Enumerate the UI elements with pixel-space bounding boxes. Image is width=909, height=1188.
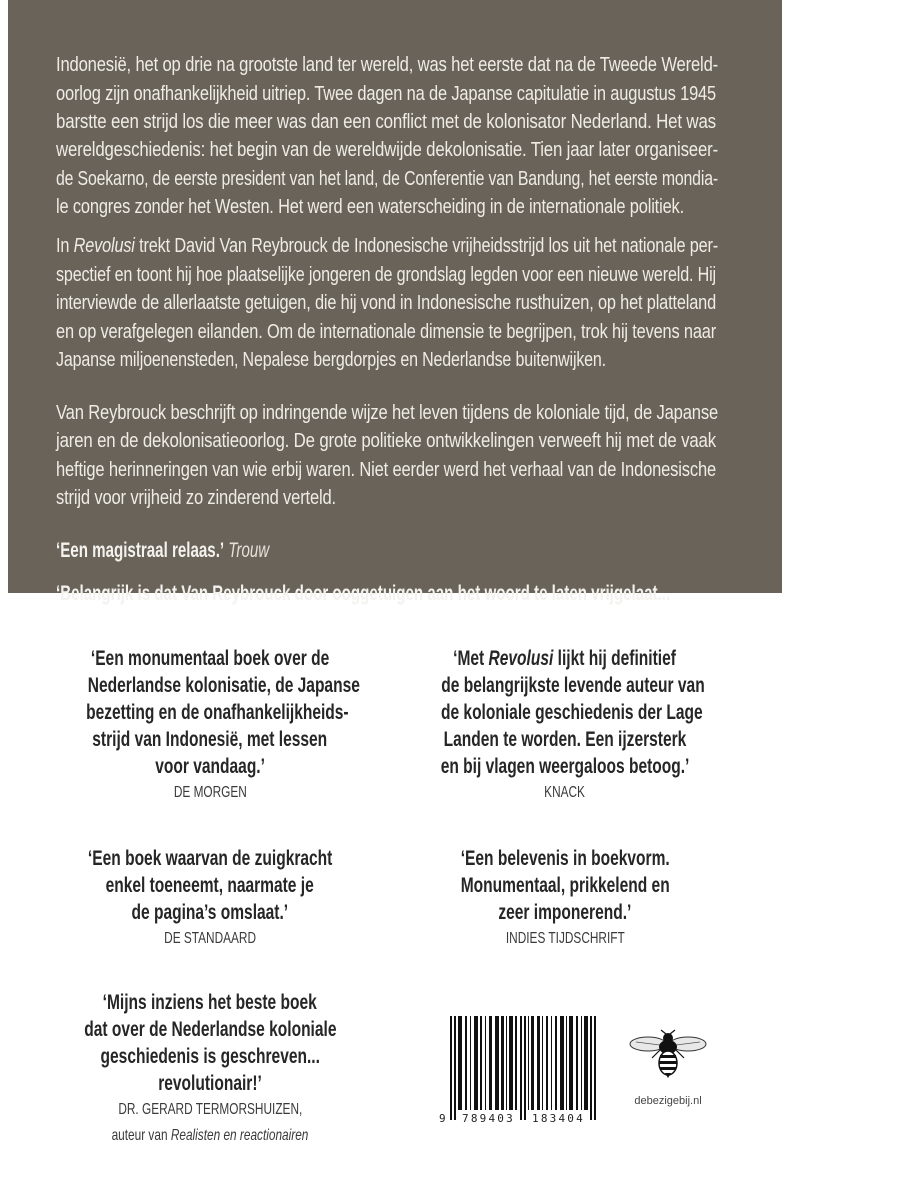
quote-source: DR. GERARD TERMORSHUIZEN, xyxy=(118,1101,302,1118)
blurb-p3-line: heftige herinneringen van wie erbij waren. Niet eerder werd het verhaal van de Indonesische xyxy=(56,459,717,481)
quote-line: ‘Een belevenis in boekvorm. xyxy=(460,847,670,870)
quote-line: ‘Een boek waarvan de zuigkracht xyxy=(87,847,333,870)
barcode-icon xyxy=(438,1012,610,1124)
blurb-p2-line: interviewde de allerlaatste getuigen, die hij vond in Indonesische rusthuizen, op het platteland xyxy=(56,292,716,314)
blurb-p1-line: de Soekarno, de eerste president van het land, de Conferentie van Bandung, het eerste mondia- xyxy=(56,168,718,190)
quote-source: DE MORGEN xyxy=(173,784,247,801)
quote-line: ‘Mijns inziens het beste boek xyxy=(102,991,318,1014)
blurb-p2-line: Japanse miljoenensteden, Nepalese bergdorpjes en Nederlandse buitenwijken. xyxy=(56,349,606,371)
publisher-logo xyxy=(624,1030,712,1107)
book-title-revolusi: Revolusi xyxy=(489,647,554,670)
blurb-p1-line: wereldgeschiedenis: het begin van de wereldwijde dekolonisatie. Tien jaar later organiseer- xyxy=(56,139,719,161)
review-quote-de-standaard xyxy=(40,845,380,952)
review-quote-termorshuizen xyxy=(40,989,380,1149)
pull-quote-source: Trouw xyxy=(228,539,270,562)
quote-source-sub: auteur van Realisten en reactionairen xyxy=(111,1127,309,1144)
quote-source: INDIES TIJDSCHRIFT xyxy=(505,930,625,947)
quote-line: ‘Een monumentaal boek over de xyxy=(90,647,330,670)
blurb-p3-line: Van Reybrouck beschrijft op indringende wijze het leven tijdens de koloniale tijd, de Japanse xyxy=(56,402,719,424)
book-title-revolusi: Revolusi xyxy=(73,235,135,257)
review-quote-knack xyxy=(395,645,735,806)
isbn-barcode xyxy=(438,1012,610,1124)
svg-text:9: 9 xyxy=(439,1112,446,1125)
quote-source: DE STANDAARD xyxy=(164,930,256,947)
publisher-url: debezigebij.nl xyxy=(634,1095,702,1107)
quote-line: geschiedenis is geschreven... xyxy=(100,1045,320,1068)
review-quote-de-morgen xyxy=(40,645,380,806)
quote-line: voor vandaag.’ xyxy=(155,755,265,778)
blurb-p3-line: jaren en de dekolonisatieoorlog. De grote politieke ontwikkelingen verweeft hij met de vaak xyxy=(56,430,716,452)
quote-line: de belangrijkste levende auteur van xyxy=(441,674,705,697)
quote-line: revolutionair!’ xyxy=(158,1072,262,1095)
quote-line: enkel toeneemt, naarmate je xyxy=(105,874,315,897)
quote-source: KNACK xyxy=(544,784,586,801)
pull-quote-text: ‘Een magistraal relaas.’ xyxy=(56,539,225,562)
quote-line: dat over de Nederlandse koloniale xyxy=(84,1018,337,1041)
blurb-p1-line: oorlog zijn onafhankelijkheid uitriep. Twee dagen na de Japanse capitulatie in augustus 1945 xyxy=(56,83,717,105)
blurb-p2-line: spectief en toont hij hoe plaatselijke jongeren de grondslag legden voor een nieuwe wereld. Hij xyxy=(56,264,716,286)
blurb-p1-line: le congres zonder het Westen. Het werd een waterscheiding in de internationale politiek. xyxy=(56,196,684,218)
blurb-p3-line: strijd voor vrijheid zo zinderend verteld. xyxy=(56,487,336,509)
quote-line: de pagina’s omslaat.’ xyxy=(131,901,289,924)
quote-line: de koloniale geschiedenis der Lage xyxy=(440,701,703,724)
pull-quote-trouw xyxy=(56,537,352,565)
svg-text:789403: 789403 xyxy=(462,1112,515,1125)
blurb-p1-line: barstte een strijd los die meer was dan een conflict met de kolonisator Nederland. Het was xyxy=(56,111,716,133)
blurb-p2-line: en op verafgelegen eilanden. Om de internationale dimensie te begrijpen, trok hij tevens naar xyxy=(56,321,717,343)
cutoff-quote: ‘Belangrijk is dat Van Reybrouck door ooggetuigen aan het woord te laten vrijgelaat... xyxy=(56,582,671,605)
quote-line: Landen te worden. Een ijzersterk xyxy=(443,728,687,751)
bee-icon xyxy=(624,1030,712,1078)
quote-line: Nederlandse kolonisatie, de Japanse xyxy=(87,674,360,697)
quote-line: bezetting en de onafhankelijkheids- xyxy=(86,701,349,724)
book-title-realisten: Realisten en reactionairen xyxy=(170,1127,309,1144)
quote-line: ‘Met Revolusi lijkt hij definitief xyxy=(453,647,677,670)
quote-line: Monumentaal, prikkelend en xyxy=(460,874,670,897)
blurb-p1-line: Indonesië, het op drie na grootste land ter wereld, was het eerste dat na de Tweede Wereld- xyxy=(56,54,719,76)
quote-line: en bij vlagen weergaloos betoog.’ xyxy=(440,755,690,778)
quote-line: strijd van Indonesië, met lessen xyxy=(92,728,328,751)
svg-text:183404: 183404 xyxy=(532,1112,585,1125)
review-quote-indies-tijdschrift xyxy=(395,845,735,952)
blurb-p2-line: In Revolusi trekt David Van Reybrouck de Indonesische vrijheidsstrijd los uit het nationale per- xyxy=(56,235,719,257)
blurb-panel xyxy=(8,0,782,605)
quote-line: zeer imponerend.’ xyxy=(498,901,632,924)
